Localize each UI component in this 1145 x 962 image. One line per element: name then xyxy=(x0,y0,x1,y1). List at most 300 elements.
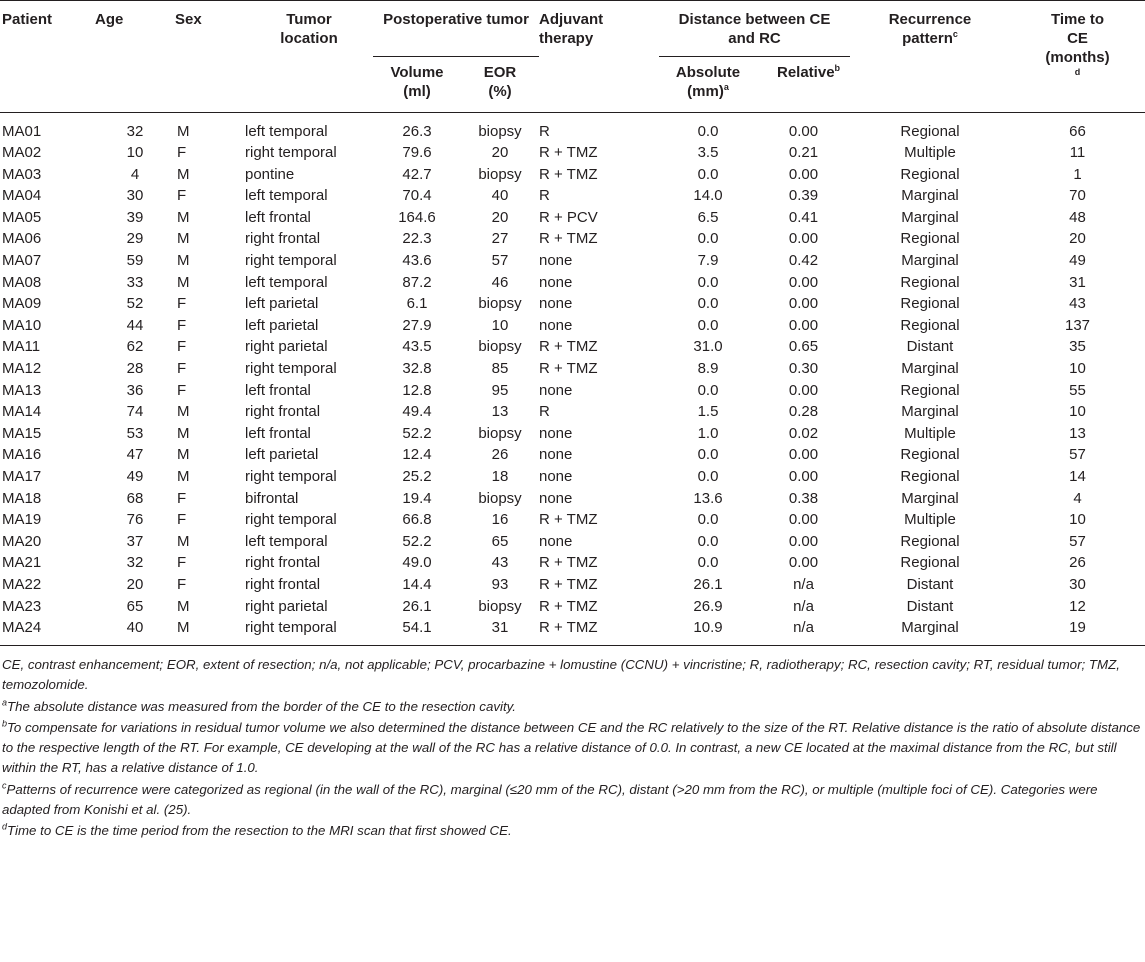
cell-sex: M xyxy=(177,424,190,442)
cell-time: 57 xyxy=(1069,532,1086,550)
cell-eor: biopsy xyxy=(478,295,522,313)
cell-adjuvant: none xyxy=(539,316,573,334)
cell-location: right frontal xyxy=(245,575,321,593)
cell-location: left temporal xyxy=(245,532,328,550)
cell-volume: 70.4 xyxy=(402,187,432,205)
cell-location: right frontal xyxy=(245,403,321,421)
cell-age: 44 xyxy=(126,316,144,334)
cell-eor: 13 xyxy=(491,403,509,421)
cell-adjuvant: R + PCV xyxy=(539,208,598,226)
table-row xyxy=(0,401,1145,423)
cell-time: 14 xyxy=(1069,468,1086,485)
cell-location: pontine xyxy=(245,165,295,183)
cell-patient: MA12 xyxy=(2,360,42,378)
cell-age: 62 xyxy=(126,338,144,356)
cell-adjuvant: none xyxy=(539,273,573,291)
cell-sex: M xyxy=(177,619,190,637)
cell-eor: 46 xyxy=(491,273,509,291)
cell-time: 70 xyxy=(1069,187,1086,205)
cell-age: 47 xyxy=(126,446,144,464)
table-row xyxy=(0,531,1145,553)
header-age: Age xyxy=(95,11,124,28)
cell-relative: 0.41 xyxy=(788,208,819,226)
cell-relative: 0.00 xyxy=(788,554,819,572)
cell-time: 43 xyxy=(1069,295,1086,313)
cell-absolute: 0.0 xyxy=(697,511,719,529)
cell-time: 26 xyxy=(1069,554,1086,572)
cell-age: 32 xyxy=(126,554,144,572)
cell-absolute: 1.0 xyxy=(697,424,719,442)
cell-eor: 27 xyxy=(491,230,509,248)
cell-sex: M xyxy=(177,122,190,140)
cell-age: 29 xyxy=(126,230,144,248)
cell-relative: 0.65 xyxy=(788,338,819,356)
cell-eor: 40 xyxy=(491,187,509,205)
cell-pattern: Regional xyxy=(900,381,960,399)
cell-location: left frontal xyxy=(245,424,311,442)
cell-adjuvant: R + TMZ xyxy=(539,575,598,593)
cell-location: left parietal xyxy=(245,446,319,464)
cell-time: 19 xyxy=(1069,619,1086,637)
cell-adjuvant: R + TMZ xyxy=(539,338,598,356)
cell-volume: 43.5 xyxy=(402,338,432,356)
cell-volume: 32.8 xyxy=(402,360,432,378)
cell-volume: 26.1 xyxy=(402,597,432,615)
cell-absolute: 0.0 xyxy=(697,532,719,550)
cell-time: 1 xyxy=(1073,165,1082,183)
cell-adjuvant: none xyxy=(539,295,573,313)
table-body xyxy=(0,112,1145,639)
cell-time: 48 xyxy=(1069,208,1086,226)
cell-pattern: Marginal xyxy=(901,360,959,378)
cell-time: 13 xyxy=(1069,424,1086,442)
table-row xyxy=(0,552,1145,574)
cell-volume: 26.3 xyxy=(402,122,432,140)
cell-eor: 31 xyxy=(491,619,509,637)
cell-patient: MA23 xyxy=(2,597,42,615)
cell-relative: 0.00 xyxy=(788,511,819,529)
cell-age: 32 xyxy=(126,122,144,140)
cell-adjuvant: none xyxy=(539,424,573,442)
cell-sex: F xyxy=(177,316,187,334)
table-row xyxy=(0,142,1145,164)
cell-age: 68 xyxy=(126,489,144,507)
cell-patient: MA03 xyxy=(2,165,42,183)
cell-pattern: Distant xyxy=(906,338,954,356)
cell-volume: 164.6 xyxy=(398,208,436,226)
footnote-abbreviations: CE, contrast enhancement; EOR, extent of resection; n/a, not applicable; PCV, procarbazine + lomustine (CCNU) + vincristine; R, radiotherapy; RC, resection cavity; RT, residual tumor; TMZ, temozolomide. xyxy=(2,657,1120,693)
cell-absolute: 0.0 xyxy=(697,295,719,313)
table-row xyxy=(0,272,1145,294)
table-row xyxy=(0,358,1145,380)
header-adjuvant-therapy: Adjuvant therapy xyxy=(539,11,604,47)
cell-age: 36 xyxy=(126,381,144,399)
cell-relative: n/a xyxy=(793,575,814,593)
cell-sex: F xyxy=(177,338,187,356)
cell-adjuvant: none xyxy=(539,532,573,550)
cell-absolute: 0.0 xyxy=(697,230,719,248)
cell-pattern: Marginal xyxy=(901,187,959,205)
cell-patient: MA16 xyxy=(2,446,42,464)
cell-location: left temporal xyxy=(245,187,328,205)
cell-relative: n/a xyxy=(793,597,814,615)
footnote-b: $^b$To compensate for variations in residual tumor volume we also determined the distance between CE and the RC relatively to the size of the RT. Relative distance is the ratio of absolute distance to the respective length of the RT. For example, CE developing at the wall of the RC has a relative distance of 0.0. In contrast, a new CE located at the maximal distance from the RC, but still within the RT, has a relative distance of 1.0. xyxy=(2,718,1141,776)
cell-location: left parietal xyxy=(245,295,319,313)
cell-location: left frontal xyxy=(245,208,311,226)
cell-age: 30 xyxy=(126,187,144,205)
cell-age: 33 xyxy=(126,273,144,291)
cell-volume: 52.2 xyxy=(402,424,432,442)
cell-age: 59 xyxy=(126,252,144,270)
cell-location: right temporal xyxy=(245,252,337,270)
cell-age: 74 xyxy=(126,403,144,421)
cell-relative: 0.00 xyxy=(788,316,819,334)
cell-absolute: 8.9 xyxy=(697,360,719,378)
cell-volume: 49.4 xyxy=(402,403,432,421)
cell-adjuvant: R + TMZ xyxy=(539,144,598,162)
table-row xyxy=(0,207,1145,229)
cell-volume: 42.7 xyxy=(402,165,432,183)
cell-location: right temporal xyxy=(245,144,337,162)
header-sex: Sex xyxy=(175,11,202,28)
table-bottom-rule xyxy=(0,645,1145,646)
cell-eor: biopsy xyxy=(478,489,522,507)
cell-absolute: 13.6 xyxy=(693,489,723,507)
header-eor: EOR (%) xyxy=(483,63,517,100)
cell-sex: F xyxy=(177,511,187,529)
cell-absolute: 0.0 xyxy=(697,446,719,464)
header-time-to-ce: Time to CE (months) $^d$ xyxy=(1045,11,1110,77)
cell-absolute: 0.0 xyxy=(697,273,719,291)
cell-pattern: Regional xyxy=(900,122,960,140)
cell-time: 66 xyxy=(1069,122,1086,140)
table-row xyxy=(0,164,1145,186)
cell-adjuvant: none xyxy=(539,381,573,399)
cell-age: 52 xyxy=(126,295,144,313)
cell-absolute: 0.0 xyxy=(697,381,719,399)
cell-location: right frontal xyxy=(245,554,321,572)
cell-sex: F xyxy=(177,187,187,205)
cell-eor: biopsy xyxy=(478,165,522,183)
cell-location: left parietal xyxy=(245,316,319,334)
cell-sex: M xyxy=(177,597,190,615)
cell-sex: M xyxy=(177,532,190,550)
table-row xyxy=(0,293,1145,315)
cell-adjuvant: R + TMZ xyxy=(539,511,598,529)
cell-volume: 25.2 xyxy=(402,468,432,485)
cell-location: bifrontal xyxy=(245,489,299,507)
table-row xyxy=(0,185,1145,207)
cell-eor: 20 xyxy=(491,208,509,226)
cell-patient: MA18 xyxy=(2,489,42,507)
cell-pattern: Multiple xyxy=(904,144,956,162)
cell-eor: biopsy xyxy=(478,597,522,615)
cell-eor: 26 xyxy=(491,446,509,464)
table-row xyxy=(0,228,1145,250)
cell-absolute: 0.0 xyxy=(697,165,719,183)
cell-pattern: Marginal xyxy=(901,208,959,226)
cell-pattern: Regional xyxy=(900,273,960,291)
cell-absolute: 14.0 xyxy=(693,187,723,205)
cell-time: 57 xyxy=(1069,446,1086,464)
cell-patient: MA02 xyxy=(2,144,42,162)
cell-eor: biopsy xyxy=(478,122,522,140)
cell-adjuvant: R + TMZ xyxy=(539,360,598,378)
cell-age: 40 xyxy=(126,619,144,637)
footnote-a: $^a$The absolute distance was measured from the border of the CE to the resection cavity. xyxy=(2,697,517,714)
cell-sex: M xyxy=(177,165,190,183)
table-row xyxy=(0,574,1145,596)
cell-sex: M xyxy=(177,208,190,226)
cell-time: 49 xyxy=(1069,252,1086,270)
cell-adjuvant: R + TMZ xyxy=(539,619,598,637)
table-row xyxy=(0,336,1145,358)
table-row xyxy=(0,423,1145,445)
cell-absolute: 26.9 xyxy=(693,597,723,615)
cell-sex: M xyxy=(177,230,190,248)
table-row xyxy=(0,112,1145,142)
cell-adjuvant: R + TMZ xyxy=(539,230,598,248)
cell-eor: 57 xyxy=(491,252,509,270)
cell-time: 137 xyxy=(1064,316,1091,334)
cell-relative: 0.00 xyxy=(788,165,819,183)
cell-relative: 0.00 xyxy=(788,273,819,291)
cell-relative: 0.00 xyxy=(788,122,819,140)
cell-patient: MA21 xyxy=(2,554,42,572)
cell-patient: MA08 xyxy=(2,273,42,291)
cell-time: 10 xyxy=(1069,403,1086,421)
table-footnotes xyxy=(2,655,1142,843)
cell-time: 55 xyxy=(1069,381,1086,399)
cell-eor: 93 xyxy=(491,575,509,593)
header-tumor-location: Tumor location xyxy=(280,11,338,47)
cell-pattern: Regional xyxy=(900,468,960,485)
cell-relative: 0.02 xyxy=(788,424,819,442)
cell-pattern: Multiple xyxy=(904,424,956,442)
cell-volume: 79.6 xyxy=(402,144,432,162)
cell-adjuvant: none xyxy=(539,252,573,270)
cell-volume: 12.8 xyxy=(402,381,432,399)
cell-location: right frontal xyxy=(245,230,321,248)
cell-adjuvant: none xyxy=(539,446,573,464)
footnote-c: $^c$Patterns of recurrence were categorized as regional (in the wall of the RC), marginal (≤20 mm of the RC), distant (>20 mm from the RC), or multiple (multiple foci of CE). Categories were adapted from Konishi et al. (25). xyxy=(2,780,1098,818)
cell-age: 76 xyxy=(126,511,144,529)
cell-location: right parietal xyxy=(245,338,328,356)
cell-sex: F xyxy=(177,575,187,593)
cell-volume: 52.2 xyxy=(402,532,432,550)
cell-time: 35 xyxy=(1069,338,1086,356)
cell-relative: 0.42 xyxy=(788,252,819,270)
cell-patient: MA06 xyxy=(2,230,42,248)
cell-eor: biopsy xyxy=(478,338,522,356)
cell-time: 10 xyxy=(1069,360,1086,378)
cell-pattern: Distant xyxy=(906,597,954,615)
table-row xyxy=(0,466,1145,488)
cell-absolute: 26.1 xyxy=(693,575,723,593)
cell-absolute: 0.0 xyxy=(697,316,719,334)
cell-adjuvant: none xyxy=(539,489,573,507)
cell-absolute: 0.0 xyxy=(697,122,719,140)
cell-time: 20 xyxy=(1069,230,1086,248)
table-row xyxy=(0,315,1145,337)
header-postoperative-tumor: Postoperative tumor xyxy=(373,0,539,56)
cell-pattern: Multiple xyxy=(904,511,956,529)
cell-eor: 16 xyxy=(491,511,509,529)
cell-patient: MA09 xyxy=(2,295,42,313)
cell-patient: MA14 xyxy=(2,403,42,421)
cell-time: 30 xyxy=(1069,575,1086,593)
cell-volume: 6.1 xyxy=(406,295,428,313)
cell-relative: 0.00 xyxy=(788,532,819,550)
cell-sex: F xyxy=(177,144,187,162)
cell-location: right temporal xyxy=(245,511,337,529)
cell-location: right temporal xyxy=(245,360,337,378)
header-absolute: Absolute (mm)$^a$ xyxy=(675,63,741,100)
cell-pattern: Regional xyxy=(900,532,960,550)
cell-eor: 20 xyxy=(491,144,509,162)
cell-adjuvant: R + TMZ xyxy=(539,597,598,615)
cell-patient: MA13 xyxy=(2,381,42,399)
cell-eor: 18 xyxy=(491,468,509,485)
cell-sex: F xyxy=(177,489,187,507)
cell-adjuvant: R xyxy=(539,403,550,421)
cell-age: 49 xyxy=(126,468,144,485)
cell-age: 65 xyxy=(126,597,144,615)
table-row xyxy=(0,617,1145,639)
cell-adjuvant: none xyxy=(539,468,573,485)
table-row xyxy=(0,509,1145,531)
cell-age: 10 xyxy=(126,144,144,162)
cell-pattern: Regional xyxy=(900,230,960,248)
cell-absolute: 3.5 xyxy=(697,144,719,162)
cell-location: left temporal xyxy=(245,122,328,140)
cell-adjuvant: R xyxy=(539,187,550,205)
cell-volume: 43.6 xyxy=(402,252,432,270)
cell-age: 20 xyxy=(126,575,144,593)
cell-age: 53 xyxy=(126,424,144,442)
cell-time: 10 xyxy=(1069,511,1086,529)
cell-sex: M xyxy=(177,446,190,464)
table-row xyxy=(0,444,1145,466)
cell-volume: 14.4 xyxy=(402,575,432,593)
cell-sex: F xyxy=(177,360,187,378)
header-patient: Patient xyxy=(2,11,53,28)
cell-absolute: 1.5 xyxy=(697,403,719,421)
cell-pattern: Regional xyxy=(900,165,960,183)
header-volume: Volume (ml) xyxy=(390,63,444,100)
cell-sex: M xyxy=(177,252,190,270)
cell-relative: 0.30 xyxy=(788,360,819,378)
cell-sex: M xyxy=(177,273,190,291)
cell-patient: MA05 xyxy=(2,208,42,226)
cell-adjuvant: R + TMZ xyxy=(539,554,598,572)
cell-eor: 85 xyxy=(491,360,509,378)
cell-pattern: Regional xyxy=(900,295,960,313)
header-relative: Relative$^b$ xyxy=(777,62,841,81)
cell-relative: 0.28 xyxy=(788,403,819,421)
cell-patient: MA01 xyxy=(2,122,42,140)
table-row xyxy=(0,250,1145,272)
cell-pattern: Marginal xyxy=(901,489,959,507)
cell-pattern: Marginal xyxy=(901,619,959,637)
cell-volume: 12.4 xyxy=(402,446,432,464)
cell-relative: 0.00 xyxy=(788,468,819,485)
cell-sex: M xyxy=(177,468,190,485)
cell-absolute: 31.0 xyxy=(693,338,723,356)
cell-time: 11 xyxy=(1069,144,1086,162)
cell-absolute: 6.5 xyxy=(697,208,719,226)
cell-volume: 19.4 xyxy=(402,489,432,507)
cell-relative: 0.00 xyxy=(788,295,819,313)
header-distance: Distance between CE and RC xyxy=(659,0,850,56)
cell-sex: F xyxy=(177,554,187,572)
cell-relative: n/a xyxy=(793,619,814,637)
cell-absolute: 0.0 xyxy=(697,554,719,572)
cell-patient: MA17 xyxy=(2,468,42,485)
cell-pattern: Marginal xyxy=(901,252,959,270)
cell-patient: MA15 xyxy=(2,424,42,442)
table-row xyxy=(0,380,1145,402)
cell-age: 39 xyxy=(126,208,144,226)
cell-time: 4 xyxy=(1073,489,1082,507)
cell-eor: biopsy xyxy=(478,424,522,442)
cell-sex: F xyxy=(177,381,187,399)
cell-location: right temporal xyxy=(245,619,337,637)
cell-location: right temporal xyxy=(245,468,337,485)
cell-patient: MA10 xyxy=(2,316,42,334)
cell-absolute: 0.0 xyxy=(697,468,719,485)
cell-volume: 87.2 xyxy=(402,273,432,291)
cell-adjuvant: R + TMZ xyxy=(539,165,598,183)
cell-relative: 0.21 xyxy=(788,144,819,162)
cell-eor: 65 xyxy=(491,532,509,550)
cell-volume: 27.9 xyxy=(402,316,432,334)
cell-location: left temporal xyxy=(245,273,328,291)
cell-volume: 54.1 xyxy=(402,619,432,637)
cell-relative: 0.00 xyxy=(788,446,819,464)
cell-age: 28 xyxy=(126,360,144,378)
cell-absolute: 10.9 xyxy=(693,619,723,637)
header-recurrence-pattern: Recurrence pattern$^c$ xyxy=(888,11,972,47)
cell-eor: 10 xyxy=(491,316,509,334)
cell-pattern: Regional xyxy=(900,554,960,572)
cell-age: 37 xyxy=(126,532,144,550)
cell-time: 12 xyxy=(1069,597,1086,615)
cell-pattern: Marginal xyxy=(901,403,959,421)
cell-volume: 66.8 xyxy=(402,511,432,529)
cell-absolute: 7.9 xyxy=(697,252,719,270)
cell-patient: MA11 xyxy=(2,338,41,356)
cell-relative: 0.38 xyxy=(788,489,819,507)
cell-patient: MA24 xyxy=(2,619,42,637)
cell-patient: MA19 xyxy=(2,511,42,529)
cell-patient: MA07 xyxy=(2,252,42,270)
cell-patient: MA04 xyxy=(2,187,42,205)
cell-patient: MA20 xyxy=(2,532,42,550)
table-row xyxy=(0,596,1145,618)
cell-sex: F xyxy=(177,295,187,313)
cell-relative: 0.00 xyxy=(788,381,819,399)
cell-relative: 0.39 xyxy=(788,187,819,205)
footnote-d: $^d$Time to CE is the time period from the resection to the MRI scan that first showed CE. xyxy=(2,821,512,839)
cell-sex: M xyxy=(177,403,190,421)
cell-pattern: Regional xyxy=(900,316,960,334)
cell-pattern: Distant xyxy=(906,575,954,593)
cell-location: right parietal xyxy=(245,597,328,615)
cell-volume: 49.0 xyxy=(402,554,432,572)
cell-eor: 43 xyxy=(491,554,509,572)
table-row xyxy=(0,488,1145,510)
